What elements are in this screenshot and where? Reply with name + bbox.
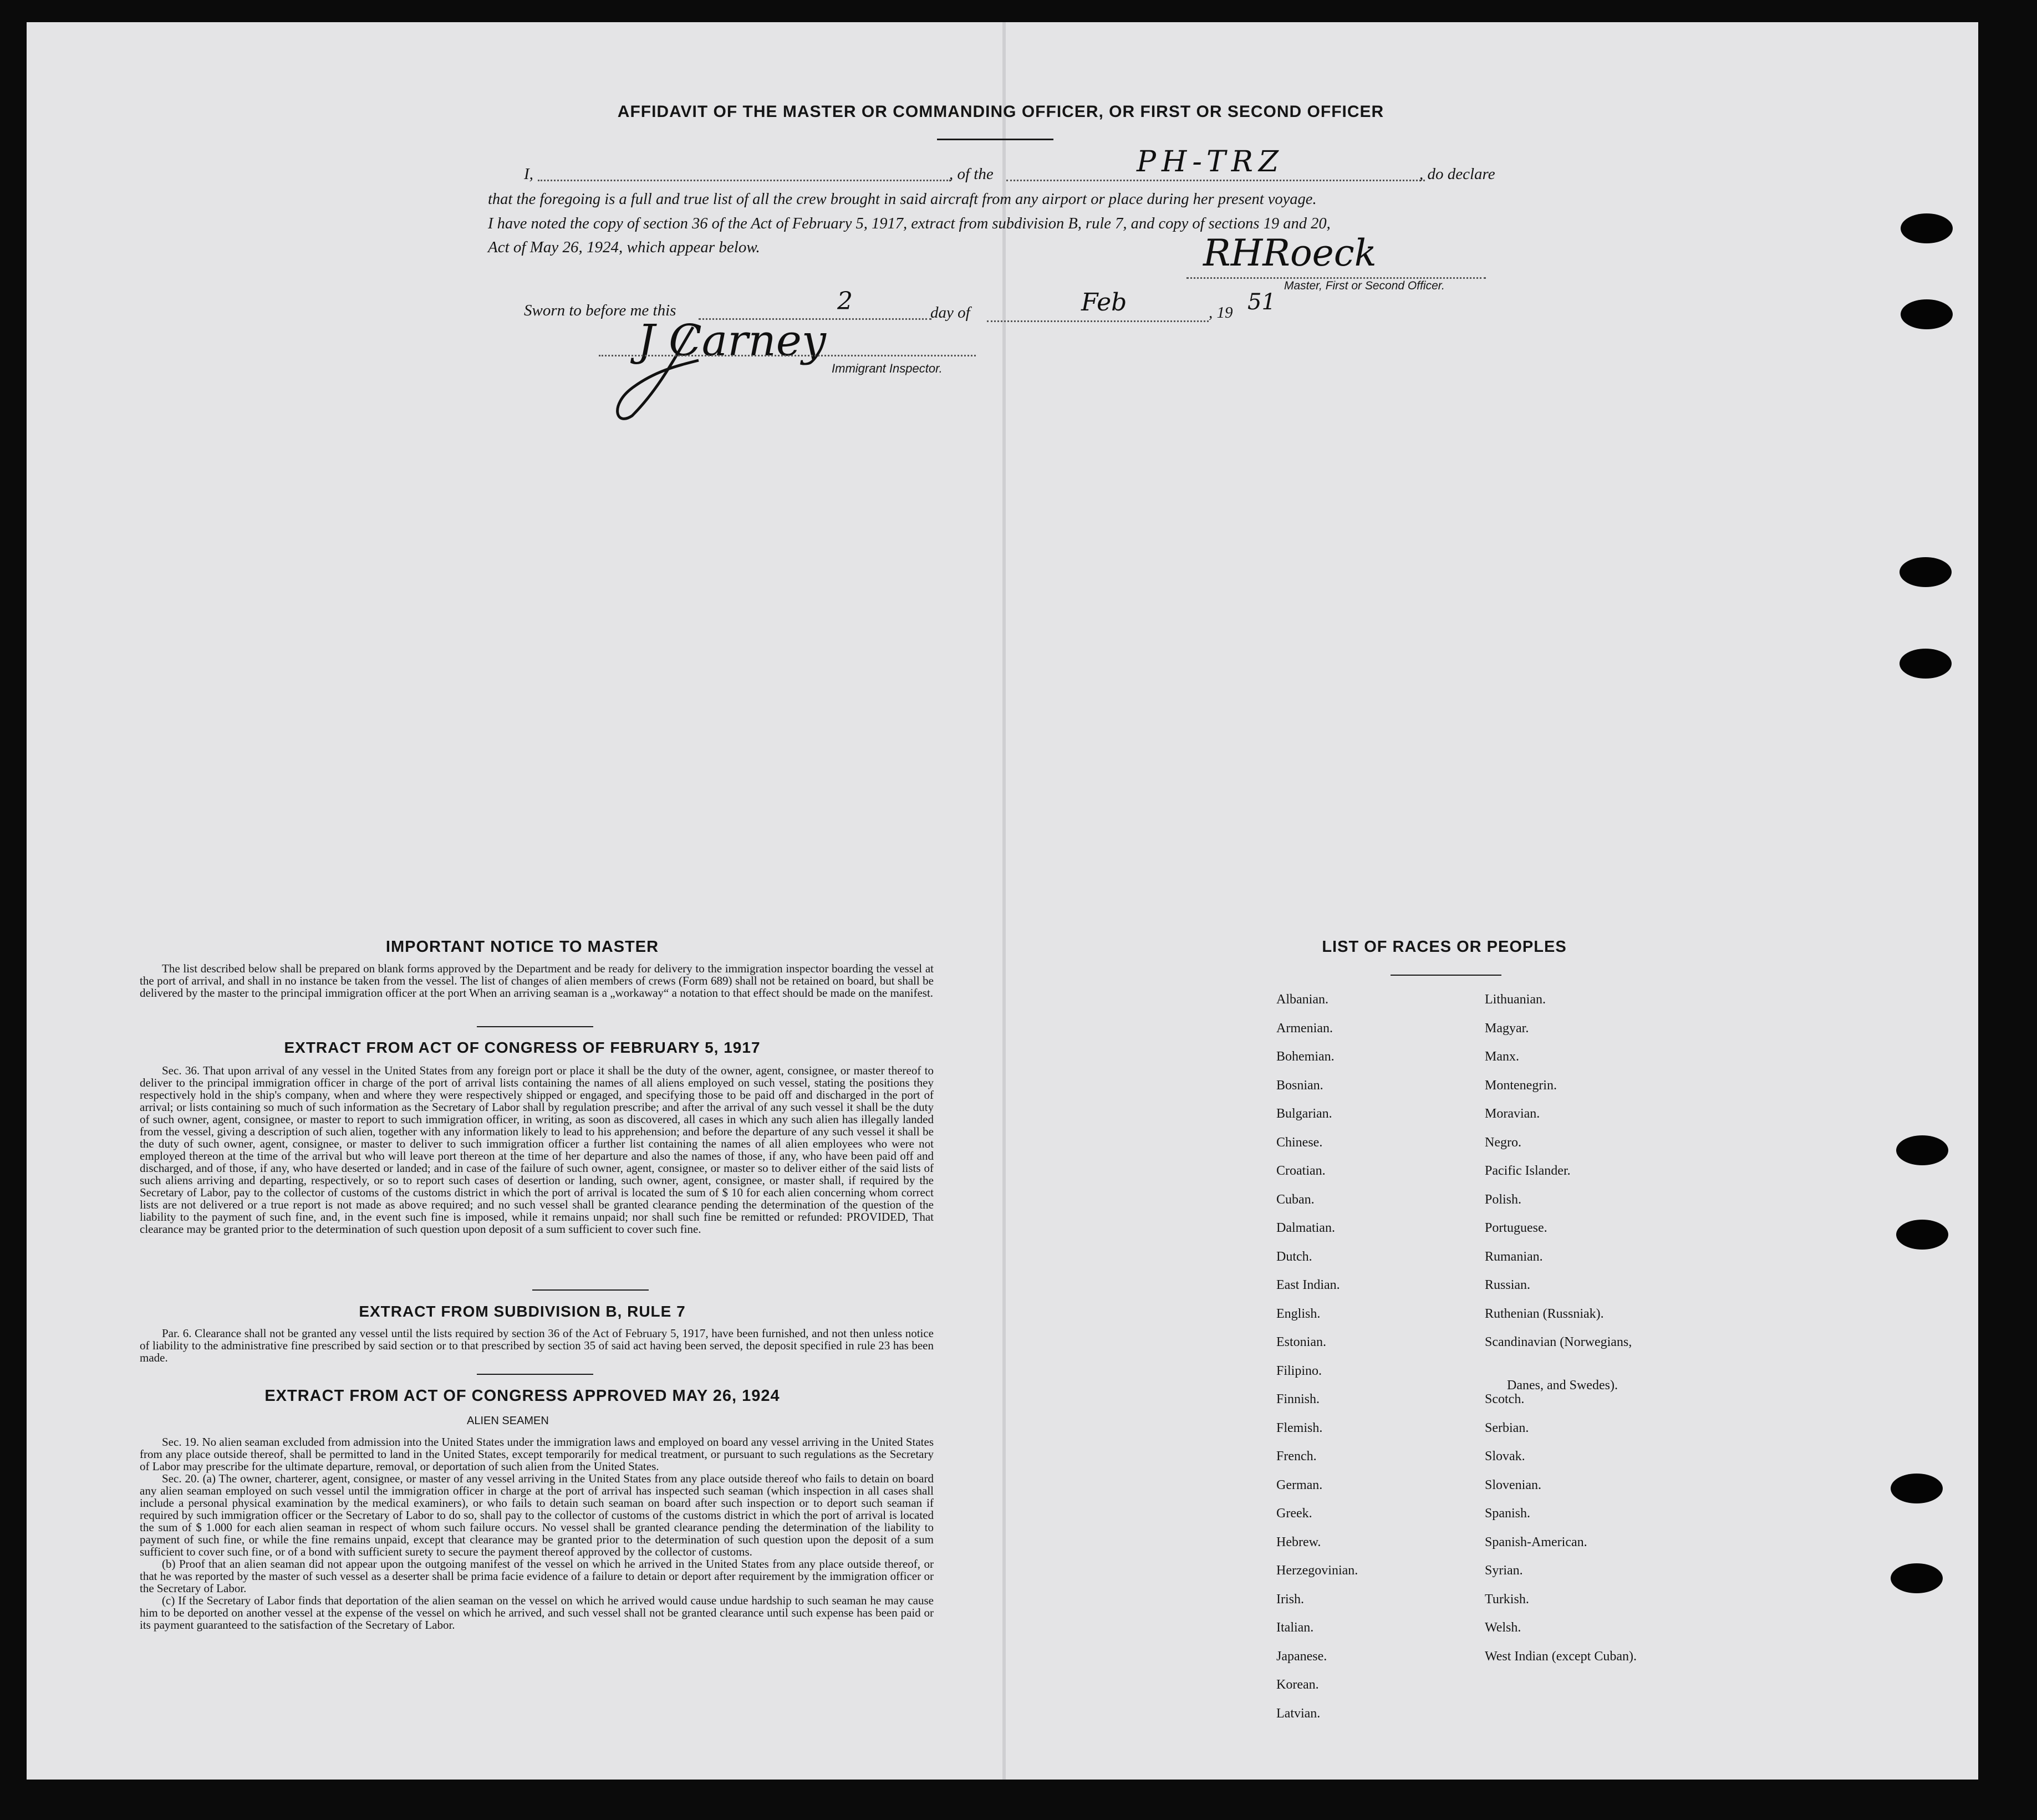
race-item: French. — [1276, 1449, 1317, 1464]
race-item: Filipino. — [1276, 1363, 1322, 1378]
race-item: Dalmatian. — [1276, 1221, 1335, 1235]
sec-19-paragraph: Sec. 19. No alien seaman excluded from admission into the United States under the immigration laws and employed on board any vessel arriving in the United States from any place outside thereof, shall be permitted to land in the United States, except temporarily for medical treatment, or pursuant to such regulations as the Secretary of Labor may prescribe for the ultimate departure, removal, or deportation of such alien from the United States. — [140, 1435, 934, 1473]
notice-paragraph: The list described below shall be prepared on blank forms approved by the Department and be ready for delivery to the immigration inspector boarding the vessel at the port of arrival, and shall in no instance be taken from the vessel. The list of changes of alien members of crews (Form 689) shall not be retained on board, but shall be delivered by the master to the principal immigration officer at the port When an arriving seaman is a „workaway“ a notation to that effect should be made on the manifest. — [140, 962, 934, 1000]
race-item: Slovak. — [1485, 1449, 1525, 1464]
race-item: Dutch. — [1276, 1249, 1312, 1264]
notice-title: IMPORTANT NOTICE TO MASTER — [385, 938, 659, 956]
affidavit-line-2: that the foregoing is a full and true list of all the crew brought in said aircraft from any airport or place during her present voyage. — [488, 191, 1317, 208]
page-fold — [1002, 22, 1006, 1780]
race-item: West Indian (except Cuban). — [1485, 1649, 1637, 1664]
race-item: Bohemian. — [1276, 1049, 1335, 1064]
sworn-month: Feb — [1081, 288, 1127, 317]
race-item: Syrian. — [1485, 1563, 1523, 1578]
affidavit-title-rule — [937, 139, 1053, 140]
divider-1 — [477, 1026, 593, 1027]
race-item: Armenian. — [1276, 1021, 1333, 1036]
punch-hole — [1896, 1135, 1948, 1165]
sec-20a-paragraph: Sec. 20. (a) The owner, charterer, agent, consignee, or master of any vessel arriving in the United States from any place outside thereof who fails to detain on board any alien seaman employed on such vessel until the immigration officer in charge at the port of arrival has inspected such seaman (which inspection in all cases shall include a personal physical examination by the medical examiners), or who fails to detain such seaman on board after such inspection or to deport such seaman if required by such immigration officer or the Secretary of Labor to do so, shall pay to the collector of customs of the customs district in which the port of arrival is located the sum of $ 1.000 for each alien seaman in respect of whom such failure occurs. No vessel shall be granted clearance pending the determination of the liability to payment of such fine, or while the fine remains unpaid, except that clearance may be granted prior to the determination of such question upon the deposit of a sum sufficient to cover such fine, or of a bond with sufficient surety to secure the payment thereof approved by the collector of customs. — [140, 1472, 934, 1558]
master-caption: Master, First or Second Officer. — [1284, 279, 1445, 292]
race-item: Greek. — [1276, 1506, 1312, 1521]
race-item: Montenegrin. — [1485, 1078, 1557, 1093]
race-item: Herzegovinian. — [1276, 1563, 1358, 1578]
extract-1924-title: EXTRACT FROM ACT OF CONGRESS APPROVED MAY 26, 1924 — [264, 1387, 780, 1405]
punch-hole — [1896, 1220, 1948, 1250]
race-item: Korean. — [1276, 1678, 1319, 1692]
race-item: Latvian. — [1276, 1706, 1321, 1721]
race-item: Russian. — [1485, 1278, 1531, 1292]
race-item: Magyar. — [1485, 1021, 1529, 1036]
divider-3 — [477, 1374, 593, 1375]
race-item: Croatian. — [1276, 1164, 1326, 1178]
races-title: LIST OF RACES OR PEOPLES — [1322, 938, 1567, 956]
race-item: Polish. — [1485, 1192, 1522, 1207]
affidavit-line-3: I have noted the copy of section 36 of the Act of February 5, 1917, extract from subdivision B, rule 7, and copy of sections 19 and 20, — [488, 215, 1331, 232]
sworn-day: 2 — [837, 287, 853, 315]
race-item: Finnish. — [1276, 1392, 1320, 1406]
affidavit-i-label: I, — [524, 165, 533, 183]
race-item: East Indian. — [1276, 1278, 1340, 1292]
race-item: Danes, and Swedes). — [1507, 1378, 1618, 1393]
race-item: Welsh. — [1485, 1620, 1521, 1635]
day-of-label: day of — [930, 304, 970, 322]
race-item: Albanian. — [1276, 992, 1328, 1007]
race-item: Rumanian. — [1485, 1249, 1543, 1264]
race-item: Japanese. — [1276, 1649, 1327, 1664]
vessel-handwritten: PH-TRZ — [1137, 145, 1285, 179]
sec-20b-paragraph: (b) Proof that an alien seaman did not appear upon the outgoing manifest of the vessel on which he arrived in the United States from any place outside thereof, or that he was reported by the master of such vessel as a deserter shall be prima facie evidence of a failure to detain or deport after requirement by the immigration officer or the Secretary of Labor. — [140, 1557, 934, 1595]
year-prefix: , 19 — [1209, 304, 1233, 322]
sworn-year: 51 — [1247, 289, 1276, 315]
race-item: Portuguese. — [1485, 1221, 1547, 1235]
inspector-signature: J Carney — [638, 316, 826, 366]
race-item: Manx. — [1485, 1049, 1519, 1064]
notice-text — [140, 962, 934, 1023]
punch-hole — [1899, 649, 1952, 679]
race-item: English. — [1276, 1306, 1321, 1321]
race-item: Negro. — [1485, 1135, 1521, 1150]
race-item: Flemish. — [1276, 1420, 1323, 1435]
extract-1917-paragraph: Sec. 36. That upon arrival of any vessel in the United States from any foreign port or place it shall be the duty of the owner, agent, consignee, or master thereof to deliver to the principal immigration officer in charge of the port of arrival lists containing the names of all aliens employed on such vessel, stating the positions they respectively hold in the ship's company, when and where they were respectively shipped or engaged, and specifying those to be paid off and discharged in the port of arrival; or lists containing so much of such information as the Secretary of Labor shall by regulation prescribe; and after the arrival of any such vessel it shall be the duty of such owner, agent, consignee, or master to report to such immigration officer, in writing, as soon as discovered, all cases in which any such alien has illegally landed from the vessel, giving a description of such alien, together with any information likely to lead to his apprehension; and before the departure of any such vessel it shall be the duty of such owner, agent, consignee, or master to deliver to such immigration officer a further list containing the names of all alien employees who were not employed thereon at the time of the arrival but who will leave port thereon at the time of her departure and also the names of those, if any, who have been paid off and discharged, and of those, if any, who have deserted or landed; and in case of the failure of such owner, agent, consignee, or master so to deliver either of the said lists of such aliens arriving and departing, respectively, or so to report such cases of desertion or landing, such owner, agent, consignee, or master shall, if required by the Secretary of Labor, pay to the collector of customs of the customs district in which the port of arrival is located the sum of $ 10 for each alien concerning whom correct lists are not delivered or a true report is not made as above required; and no such vessel shall be granted clearance pending the determination of the question of the liability to the payment of such fine, and, in the event such fine is imposed, while it remains unpaid; nor shall such fine be remitted or refunded: PROVIDED, That clearance may be granted prior to the determination of such question upon deposit of a sum sufficient to cover such fine. — [140, 1064, 934, 1236]
extract-1917-title: EXTRACT FROM ACT OF CONGRESS OF FEBRUARY 5, 1917 — [284, 1039, 761, 1056]
race-item: Serbian. — [1485, 1420, 1529, 1435]
extract-1924-subtitle: ALIEN SEAMEN — [467, 1415, 549, 1427]
rule-7-title: EXTRACT FROM SUBDIVISION B, RULE 7 — [359, 1303, 686, 1320]
race-item: Irish. — [1276, 1592, 1304, 1607]
affidavit-title: AFFIDAVIT OF THE MASTER OR COMMANDING OFFICER, OR FIRST OR SECOND OFFICER — [617, 103, 1384, 121]
race-item: Estonian. — [1276, 1335, 1326, 1349]
races-title-rule — [1391, 975, 1501, 976]
race-item: Chinese. — [1276, 1135, 1323, 1150]
race-item: Scandinavian (Norwegians, — [1485, 1335, 1632, 1349]
affidavit-declare-label: , do declare — [1419, 165, 1495, 183]
master-signature: RHRoeck — [1203, 232, 1377, 274]
name-blank — [538, 180, 951, 181]
affidavit-of-the-label: , of the — [949, 165, 994, 183]
punch-hole — [1899, 557, 1952, 587]
rule-7-text — [140, 1327, 934, 1366]
race-item: Lithuanian. — [1485, 992, 1546, 1007]
punch-hole — [1901, 213, 1953, 243]
inspector-signature-line — [599, 355, 976, 356]
rule-7-paragraph: Par. 6. Clearance shall not be granted any vessel until the lists required by section 36 of the Act of February 5, 1917, have been furnished, and not then unless notice of liability to the administrative fine prescribed by said section or to that prescribed by section 35 of said act having been served, the deposit specified in rule 23 has been made. — [140, 1327, 934, 1364]
affidavit-line-4: Act of May 26, 1924, which appear below. — [488, 238, 760, 256]
race-item: Bosnian. — [1276, 1078, 1323, 1093]
race-item: Scotch. — [1485, 1392, 1525, 1406]
vessel-blank — [1006, 180, 1425, 181]
month-blank — [987, 320, 1209, 322]
race-item: Hebrew. — [1276, 1534, 1321, 1549]
master-signature-line — [1186, 277, 1486, 279]
race-item: Pacific Islander. — [1485, 1164, 1571, 1178]
inspector-signature-flourish — [610, 322, 721, 427]
race-item: German. — [1276, 1477, 1323, 1492]
punch-hole — [1891, 1563, 1943, 1593]
race-item: Spanish-American. — [1485, 1534, 1587, 1549]
divider-2 — [532, 1289, 649, 1291]
inspector-caption: Immigrant Inspector. — [832, 361, 943, 375]
race-item: Cuban. — [1276, 1192, 1315, 1207]
punch-hole — [1901, 299, 1953, 329]
race-item: Spanish. — [1485, 1506, 1531, 1521]
extract-1917-text — [140, 1064, 934, 1281]
race-item: Turkish. — [1485, 1592, 1529, 1607]
race-item: Slovenian. — [1485, 1477, 1541, 1492]
race-item: Italian. — [1276, 1620, 1314, 1635]
race-item: Bulgarian. — [1276, 1107, 1332, 1121]
sec-20c-paragraph: (c) If the Secretary of Labor finds that deportation of the alien seaman on the vessel on which he arrived would cause undue hardship to such seaman he may cause him to be deported on another vessel at the expense of the vessel on which he arrived, and such vessel shall not be granted clearance until such expense has been paid or its payment guaranteed to the satisfaction of the Secretary of Labor. — [140, 1594, 934, 1632]
race-item: Moravian. — [1485, 1107, 1540, 1121]
race-item: Ruthenian (Russniak). — [1485, 1306, 1604, 1321]
extract-1924-text — [140, 1436, 934, 1669]
punch-hole — [1891, 1474, 1943, 1503]
sworn-label: Sworn to before me this — [524, 302, 676, 319]
